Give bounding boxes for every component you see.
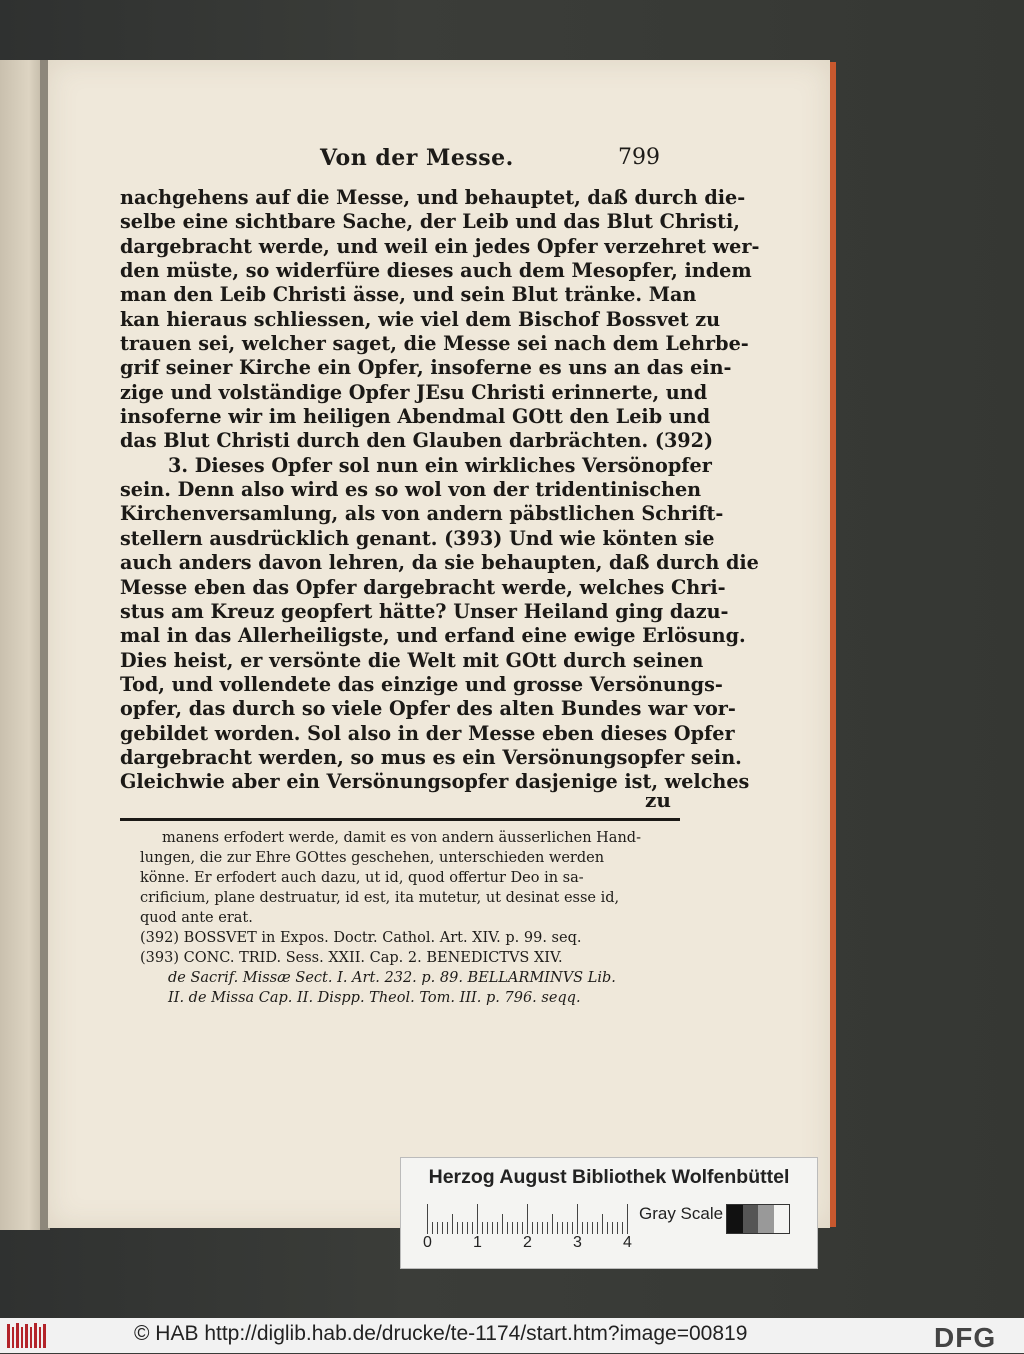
ruler-tick — [612, 1222, 613, 1234]
body-line: Kirchenversamlung, als von andern päbstlichen Schrift- — [120, 502, 724, 526]
footnote-continuation-line: manens erfodert werde, damit es von andern äusserlichen Hand- — [162, 830, 641, 846]
gray-scale-label: Gray Scale — [639, 1204, 724, 1223]
ruler-tick — [487, 1222, 488, 1234]
footnote-continuation-line: quod ante erat. — [140, 910, 253, 926]
ruler-tick — [497, 1222, 498, 1234]
body-line: 3. Dieses Opfer sol nun ein wirkliches Versönopfer — [168, 453, 712, 477]
ruler-tick — [477, 1204, 478, 1234]
ruler-tick — [622, 1222, 623, 1234]
ruler-tick — [552, 1214, 553, 1234]
body-line: trauen sei, welcher saget, die Messe sei nach dem Lehrbe- — [120, 332, 749, 356]
ruler-tick — [597, 1222, 598, 1234]
ruler-tick — [517, 1222, 518, 1234]
ruler-number: 1 — [473, 1234, 482, 1251]
ruler-tick — [582, 1222, 583, 1234]
footnote-393-line-2: de Sacrif. Missæ Sect. I. Art. 232. p. 89. BELLARMINVS Lib. — [168, 970, 616, 986]
body-line: Gleichwie aber ein Versönungsopfer dasjenige ist, welches — [120, 770, 750, 794]
body-line: das Blut Christi durch den Glauben darbrächten. (392) — [120, 429, 714, 453]
ruler-tick — [452, 1214, 453, 1234]
ruler-tick — [492, 1222, 493, 1234]
body-line: nachgehens auf die Messe, und behauptet, daß durch die- — [120, 186, 746, 209]
body-line: mal in das Allerheiligste, und erfand eine ewige Erlösung. — [120, 624, 746, 648]
body-line: opfer, das durch so viele Opfer des alten Bundes war vor- — [120, 697, 736, 721]
body-line: sein. Denn also wird es so wol von der tridentinischen — [120, 478, 702, 502]
ruler-number: 4 — [623, 1234, 632, 1251]
body-line: stellern ausdrücklich genant. (393) Und wie könten sie — [120, 526, 715, 550]
page-edge-red — [830, 62, 836, 1227]
body-line: Tod, und vollendete das einzige und grosse Versönungs- — [120, 672, 723, 696]
body-line: insoferne wir im heiligen Abendmal GOtt den Leib und — [120, 405, 711, 429]
running-head: Von der Messe. — [320, 145, 514, 171]
library-name: Herzog August Bibliothek Wolfenbüttel — [428, 1166, 790, 1188]
body-line: Messe eben das Opfer dargebracht werde, welches Chri- — [120, 575, 726, 599]
gray-swatch — [758, 1205, 774, 1233]
footnote-392: (392) BOSSVET in Expos. Doctr. Cathol. Art. XIV. p. 99. seq. — [140, 930, 582, 946]
body-line: man den Leib Christi ässe, und sein Blut tränke. Man — [120, 283, 697, 307]
gray-swatch — [774, 1205, 790, 1233]
footnote-continuation-line: lungen, die zur Ehre GOttes geschehen, unterschieden werden — [140, 850, 605, 866]
ruler-tick — [537, 1222, 538, 1234]
body-line: den müste, so widerfüre dieses auch dem Mesopfer, indem — [120, 259, 752, 283]
ruler-tick — [557, 1222, 558, 1234]
body-line: auch anders davon lehren, da sie behaupten, daß durch die — [120, 551, 759, 575]
ruler-tick — [577, 1204, 578, 1234]
footnote-rule — [120, 818, 680, 821]
ruler-tick — [602, 1214, 603, 1234]
ruler-tick — [482, 1222, 483, 1234]
ruler-tick — [432, 1222, 433, 1234]
ruler-tick — [427, 1204, 428, 1234]
gray-swatch — [743, 1205, 759, 1233]
footnote-continuation-line: crificium, plane destruatur, id est, ita mutetur, ut desinat esse id, — [140, 890, 620, 906]
ruler-tick — [522, 1222, 523, 1234]
footnote-393-line-1: (393) CONC. TRID. Sess. XXII. Cap. 2. BENEDICTVS XIV. — [140, 950, 563, 966]
ruler-tick — [617, 1222, 618, 1234]
body-line: dargebracht werden, so mus es ein Versönungsopfer sein. — [120, 745, 742, 769]
ruler-tick — [442, 1222, 443, 1234]
body-text — [120, 186, 760, 795]
ruler-tick — [527, 1204, 528, 1234]
ruler-tick — [562, 1222, 563, 1234]
body-line: Dies heist, er versönte die Welt mit GOtt durch seinen — [120, 648, 704, 672]
ruler-tick — [587, 1222, 588, 1234]
body-line: zige und volständige Opfer JEsu Christi erinnerte, und — [120, 380, 708, 404]
ruler-tick — [472, 1222, 473, 1234]
ruler-tick — [462, 1222, 463, 1234]
library-label — [400, 1157, 818, 1269]
ruler-tick — [457, 1222, 458, 1234]
footer-link[interactable]: © HAB http://diglib.hab.de/drucke/te-1174/start.htm?image=00819 — [134, 1322, 748, 1345]
ruler-tick — [502, 1214, 503, 1234]
body-line: gebildet worden. Sol also in der Messe eben dieses Opfer — [120, 721, 735, 745]
ruler-tick — [542, 1222, 543, 1234]
footnote-393-line-3: II. de Missa Cap. II. Dispp. Theol. Tom. III. p. 796. seqq. — [168, 990, 581, 1006]
body-line: grif seiner Kirche ein Opfer, insoferne es uns an das ein- — [120, 356, 732, 380]
footer-bar — [0, 1318, 1024, 1353]
ruler-tick — [572, 1222, 573, 1234]
ruler-number: 0 — [423, 1234, 432, 1251]
ruler-tick — [627, 1204, 628, 1234]
ruler-tick — [547, 1222, 548, 1234]
ruler-tick — [437, 1222, 438, 1234]
ruler-tick — [592, 1222, 593, 1234]
body-line: dargebracht werde, und weil ein jedes Opfer verzehret wer- — [120, 234, 760, 258]
gray-scale-swatch — [726, 1204, 790, 1234]
ruler-number: 2 — [523, 1234, 532, 1251]
page-number: 799 — [618, 145, 660, 170]
ruler-tick — [607, 1222, 608, 1234]
ruler-tick — [507, 1222, 508, 1234]
footnote-continuation-line: könne. Er erfodert auch dazu, ut id, quod offertur Deo in sa- — [140, 870, 584, 886]
gray-swatch — [727, 1205, 743, 1233]
body-line: selbe eine sichtbare Sache, der Leib und das Blut Christi, — [120, 210, 740, 234]
scale-ruler — [427, 1202, 627, 1234]
catchword: zu — [645, 788, 671, 812]
dfg-logo: DFG — [934, 1322, 997, 1353]
body-line: kan hieraus schliessen, wie viel dem Bischof Bossvet zu — [120, 307, 721, 331]
ruler-number: 3 — [573, 1234, 582, 1251]
hab-logo-icon — [6, 1321, 48, 1350]
ruler-tick — [567, 1222, 568, 1234]
body-line: stus am Kreuz geopfert hätte? Unser Heiland ging dazu- — [120, 599, 729, 623]
ruler-tick — [447, 1222, 448, 1234]
ruler-tick — [532, 1222, 533, 1234]
ruler-tick — [467, 1222, 468, 1234]
ruler-tick — [512, 1222, 513, 1234]
footnotes — [140, 828, 680, 1008]
